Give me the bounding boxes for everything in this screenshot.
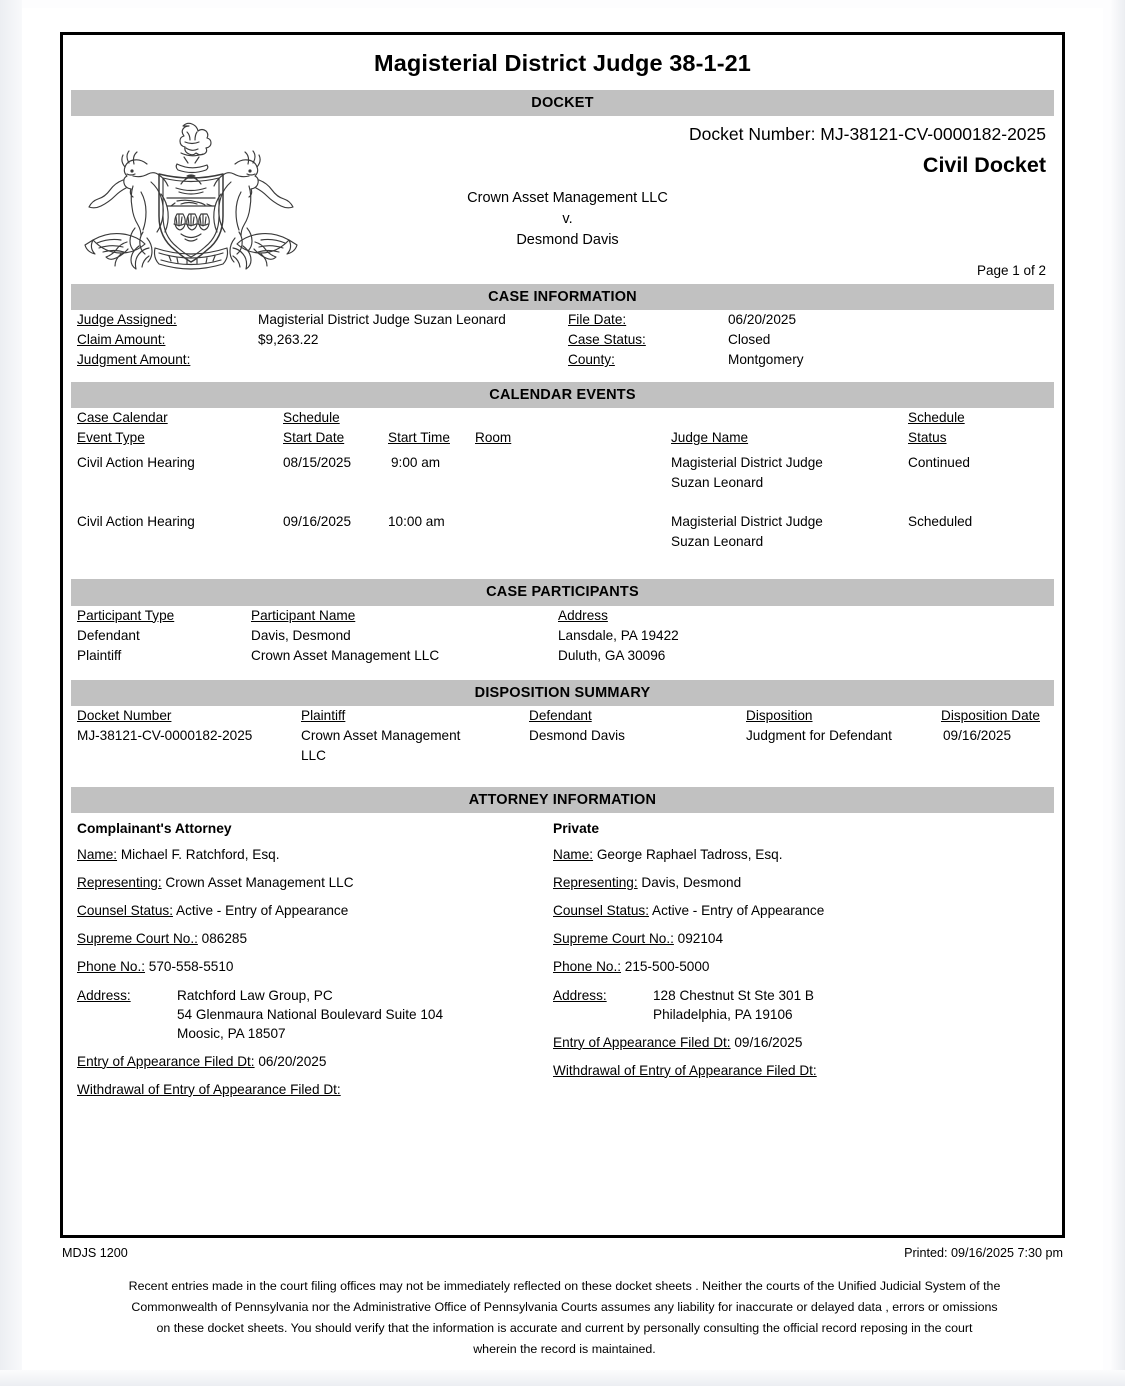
complainant-address-line2: 54 Glenmaura National Boulevard Suite 104 xyxy=(177,1006,444,1022)
case-status-value: Closed xyxy=(728,332,771,348)
claim-amount-label: Claim Amount: xyxy=(77,332,166,348)
file-date-label: File Date: xyxy=(568,312,627,328)
section-header-docket: DOCKET xyxy=(71,90,1054,116)
private-name-value: George Raphael Tadross, Esq. xyxy=(596,846,783,862)
col-header-status-l1: Schedule xyxy=(908,410,965,426)
participant-row-type: Plaintiff xyxy=(77,647,122,663)
private-counsel-status-label: Counsel Status: xyxy=(553,902,649,918)
section-header-attorney-information: ATTORNEY INFORMATION xyxy=(71,787,1054,813)
private-phone-row xyxy=(553,958,1033,976)
col-header-docket-number: Docket Number xyxy=(77,707,172,723)
county-value: Montgomery xyxy=(728,352,804,368)
pennsylvania-coat-of-arms-icon xyxy=(77,120,305,280)
disposition-row-disposition-date: 09/16/2025 xyxy=(943,727,1012,743)
footer-disclaimer xyxy=(92,1276,1037,1360)
disposition-row-plaintiff-l1: Crown Asset Management xyxy=(301,727,461,743)
private-entry-filed-label: Entry of Appearance Filed Dt: xyxy=(553,1034,731,1050)
private-address-line2: Philadelphia, PA 19106 xyxy=(653,1006,793,1022)
calendar-row-status: Continued xyxy=(908,455,970,471)
document-sheet xyxy=(22,8,1103,1370)
complainant-representing-row xyxy=(77,874,547,892)
private-phone-value: 215-500-5000 xyxy=(624,958,710,974)
page-edge-shadow-right xyxy=(1111,0,1125,1386)
calendar-row-event-type: Civil Action Hearing xyxy=(77,455,195,471)
section-header-disposition-summary: DISPOSITION SUMMARY xyxy=(71,680,1054,706)
complainant-phone-label: Phone No.: xyxy=(77,958,146,974)
calendar-events-section xyxy=(63,408,1062,579)
col-header-start-date-l2: Start Date xyxy=(283,430,345,446)
private-address-line1: 128 Chestnut St Ste 301 B xyxy=(653,987,814,1003)
complainant-withdrawal-row xyxy=(77,1081,547,1099)
private-counsel-status-value: Active - Entry of Appearance xyxy=(652,902,825,918)
complainant-supreme-court-no-label: Supreme Court No.: xyxy=(77,930,198,946)
docket-frame xyxy=(60,32,1065,1238)
private-representing-value: Davis, Desmond xyxy=(641,874,742,890)
complainant-attorney-block xyxy=(77,821,547,1109)
calendar-row-judge-name-l1: Magisterial District Judge xyxy=(671,455,823,471)
page-indicator: Page 1 of 2 xyxy=(976,263,1046,279)
printed-timestamp: Printed: 09/16/2025 7:30 pm xyxy=(904,1246,1063,1260)
case-status-label: Case Status: xyxy=(568,332,646,348)
private-counsel-status-row xyxy=(553,902,1033,920)
caption-plaintiff: Crown Asset Management LLC xyxy=(467,190,668,207)
complainant-address-row xyxy=(77,986,547,1043)
form-id: MDJS 1200 xyxy=(62,1246,128,1260)
private-address-label: Address: xyxy=(553,987,607,1003)
complainant-entry-filed-value: 06/20/2025 xyxy=(258,1053,327,1069)
calendar-row-judge-name-l1: Magisterial District Judge xyxy=(671,514,823,530)
disclaimer-line-4: wherein the record is maintained. xyxy=(473,1342,656,1356)
private-supreme-court-no-label: Supreme Court No.: xyxy=(553,930,674,946)
private-withdrawal-row xyxy=(553,1062,1033,1080)
complainant-phone-row xyxy=(77,958,547,976)
private-address-row xyxy=(553,986,1033,1024)
col-header-participant-type: Participant Type xyxy=(77,607,175,623)
section-header-case-participants: CASE PARTICIPANTS xyxy=(71,579,1054,605)
calendar-row-start-time: 9:00 am xyxy=(391,455,441,471)
judge-assigned-label: Judge Assigned: xyxy=(77,312,177,328)
calendar-row-judge-name-l2: Suzan Leonard xyxy=(671,534,764,550)
col-header-judge-name: Judge Name xyxy=(671,430,749,446)
private-entry-filed-row xyxy=(553,1034,1033,1052)
col-header-disposition-date: Disposition Date xyxy=(941,707,1040,723)
county-label: County: xyxy=(568,352,615,368)
private-entry-filed-value: 09/16/2025 xyxy=(734,1034,803,1050)
complainant-address-line3: Moosic, PA 18507 xyxy=(177,1025,286,1041)
private-representing-row xyxy=(553,874,1033,892)
attorney-information-section xyxy=(63,813,1062,1291)
case-participants-section xyxy=(63,606,1062,680)
complainant-address-label: Address: xyxy=(77,987,131,1003)
private-withdrawal-label: Withdrawal of Entry of Appearance Filed Dt: xyxy=(553,1062,817,1078)
complainant-address-line1: Ratchford Law Group, PC xyxy=(177,987,333,1003)
disposition-row-docket-number: MJ-38121-CV-0000182-2025 xyxy=(77,727,253,743)
col-header-event-type-l1: Case Calendar xyxy=(77,410,168,426)
caption-block xyxy=(63,116,1062,284)
section-header-case-information: CASE INFORMATION xyxy=(71,284,1054,310)
docket-number-line: Docket Number: MJ-38121-CV-0000182-2025 xyxy=(689,124,1046,145)
participant-row-name: Davis, Desmond xyxy=(251,627,351,643)
complainant-supreme-court-no-row xyxy=(77,930,547,948)
calendar-row-event-type: Civil Action Hearing xyxy=(77,514,195,530)
judge-assigned-value: Magisterial District Judge Suzan Leonard xyxy=(258,312,506,328)
complainant-phone-value: 570-558-5510 xyxy=(148,958,234,974)
complainant-name-value: Michael F. Ratchford, Esq. xyxy=(120,846,280,862)
disclaimer-line-2: Commonwealth of Pennsylvania nor the Administrative Office of Pennsylvania Courts assumes any liability for inaccurate or delayed data , errors or omissions xyxy=(131,1300,998,1314)
document-type-heading: Civil Docket xyxy=(922,153,1046,178)
disclaimer-line-3: on these docket sheets. You should verify that the information is accurate and current by personally consulting the official record reposing in the court xyxy=(156,1321,973,1335)
complainant-counsel-status-label: Counsel Status: xyxy=(77,902,173,918)
page-title: Magisterial District Judge 38-1-21 xyxy=(374,50,751,76)
col-header-disposition: Disposition xyxy=(746,707,813,723)
claim-amount-value: $9,263.22 xyxy=(258,332,319,348)
disclaimer-line-1: Recent entries made in the court filing offices may not be immediately reflected on these docket sheets . Neither the courts of the Unified Judicial System of the xyxy=(128,1279,1001,1293)
calendar-row-start-date: 08/15/2025 xyxy=(283,455,352,471)
private-name-label: Name: xyxy=(553,846,594,862)
private-attorney-block xyxy=(553,821,1033,1090)
col-header-address: Address xyxy=(558,607,608,623)
complainant-name-label: Name: xyxy=(77,846,118,862)
judgment-amount-label: Judgment Amount: xyxy=(77,352,191,368)
private-supreme-court-no-row xyxy=(553,930,1033,948)
col-header-event-type-l2: Event Type xyxy=(77,430,145,446)
col-header-participant-name: Participant Name xyxy=(251,607,356,623)
participant-row-name: Crown Asset Management LLC xyxy=(251,647,440,663)
calendar-row-status: Scheduled xyxy=(908,514,973,530)
calendar-row-judge-name-l2: Suzan Leonard xyxy=(671,475,764,491)
complainant-representing-label: Representing: xyxy=(77,874,162,890)
complainant-counsel-status-row xyxy=(77,902,547,920)
participant-row-type: Defendant xyxy=(77,627,140,643)
caption-versus: v. xyxy=(562,211,573,228)
col-header-start-date-l1: Schedule xyxy=(283,410,340,426)
disposition-summary-section xyxy=(63,706,1062,787)
private-supreme-court-no-value: 092104 xyxy=(677,930,724,946)
complainant-name-row xyxy=(77,846,547,864)
complainant-attorney-heading: Complainant's Attorney xyxy=(77,820,232,836)
col-header-status-l2: Status xyxy=(908,430,947,446)
col-header-defendant: Defendant xyxy=(529,707,592,723)
participant-row-address: Duluth, GA 30096 xyxy=(558,647,666,663)
complainant-counsel-status-value: Active - Entry of Appearance xyxy=(176,902,349,918)
private-representing-label: Representing: xyxy=(553,874,638,890)
page-edge-shadow-left xyxy=(0,0,22,1386)
case-information-section xyxy=(63,310,1062,382)
disposition-row-disposition: Judgment for Defendant xyxy=(746,727,892,743)
complainant-withdrawal-label: Withdrawal of Entry of Appearance Filed Dt: xyxy=(77,1081,341,1097)
private-phone-label: Phone No.: xyxy=(553,958,622,974)
complainant-supreme-court-no-value: 086285 xyxy=(201,930,248,946)
page-edge-shadow-bottom xyxy=(0,1370,1125,1386)
calendar-row-start-date: 09/16/2025 xyxy=(283,514,352,530)
disposition-row-plaintiff-l2: LLC xyxy=(301,747,326,763)
col-header-room: Room xyxy=(475,430,512,446)
section-header-calendar-events: CALENDAR EVENTS xyxy=(71,382,1054,408)
complainant-entry-filed-label: Entry of Appearance Filed Dt: xyxy=(77,1053,255,1069)
participant-row-address: Lansdale, PA 19422 xyxy=(558,627,679,643)
complainant-representing-value: Crown Asset Management LLC xyxy=(165,874,354,890)
disposition-row-defendant: Desmond Davis xyxy=(529,727,625,743)
private-attorney-heading: Private xyxy=(553,820,600,836)
file-date-value: 06/20/2025 xyxy=(728,312,797,328)
col-header-start-time: Start Time xyxy=(388,430,450,446)
col-header-plaintiff: Plaintiff xyxy=(301,707,346,723)
calendar-row-start-time: 10:00 am xyxy=(388,514,445,530)
caption-defendant: Desmond Davis xyxy=(516,232,619,249)
private-name-row xyxy=(553,846,1033,864)
complainant-entry-filed-row xyxy=(77,1053,547,1071)
